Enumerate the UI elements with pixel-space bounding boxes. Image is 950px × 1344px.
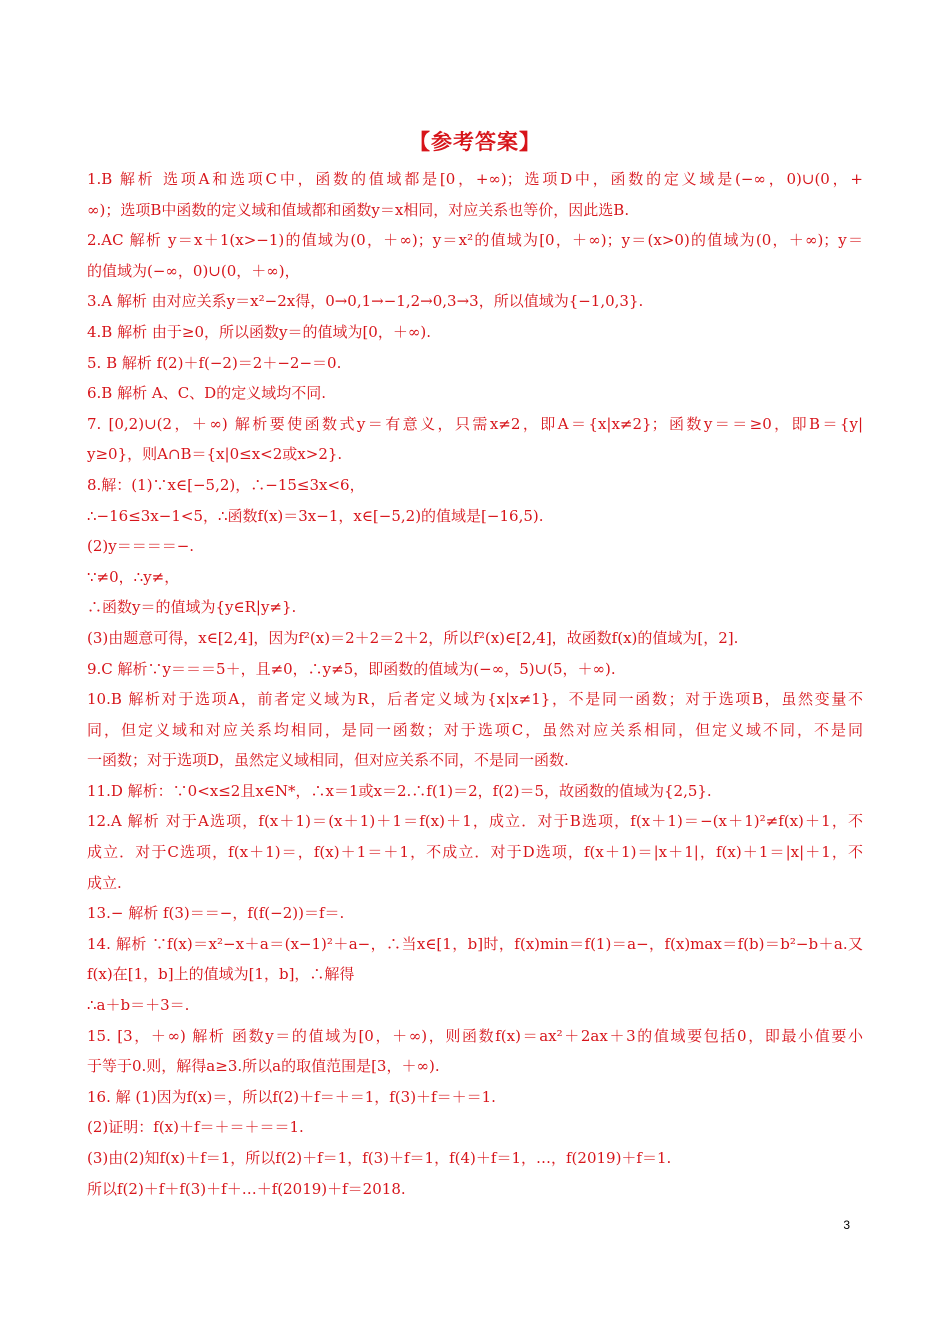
answer-line: 3.A 解析 由对应关系y＝x²−2x得，0→0,1→−1,2→0,3→3，所以值域为{−1,0,3}. [87, 292, 644, 311]
answer-line: 所以f(2)＋f＋f(3)＋f＋…＋f(2019)＋f＝2018. [87, 1179, 406, 1198]
answer-line: 8.解：(1)∵x∈[−5,2)，∴−15≤3x<6， [87, 475, 365, 494]
answer-line: ∞)；选项B中函数的定义域和值域都和函数y＝x相同，对应关系也等价，因此选B. [87, 200, 630, 219]
answer-line: 10.B 解析对于选项A，前者定义域为R，后者定义域为{x|x≠1}，不是同一函数；对于选项B，虽然变量不 [87, 690, 863, 709]
answer-line: 16. 解 (1)因为f(x)＝，所以f(2)＋f＝＋＝1，f(3)＋f＝＋＝1. [87, 1087, 496, 1106]
answer-line: (3)由题意可得，x∈[2,4]，因为f²(x)＝2＋2＝2＋2，所以f²(x)∈[2,4]，故函数f(x)的值域为[，2]. [87, 628, 739, 647]
answer-line: 的值域为(−∞，0)∪(0，＋∞)， [87, 261, 300, 280]
answer-line: (2)证明：f(x)＋f＝＋＝＋＝＝1. [87, 1118, 304, 1137]
answer-line: 9.C 解析∵y＝＝＝5＋，且≠0，∴y≠5，即函数的值域为(−∞，5)∪(5，＋∞). [87, 659, 616, 678]
answer-line: 成立. [87, 873, 122, 892]
answer-line: ∵≠0，∴y≠， [87, 567, 180, 586]
answer-line: ∴a＋b＝＋3＝. [87, 996, 190, 1015]
answer-content [87, 164, 863, 1204]
answer-line: 成立．对于C选项，f(x＋1)＝，f(x)＋1＝＋1，不成立．对于D选项，f(x＋1)＝|x＋1|，f(x)＋1＝|x|＋1，不 [87, 843, 863, 862]
answer-line: 同，但定义域和对应关系均相同，是同一函数；对于选项C，虽然对应关系相同，但定义域不同，不是同 [87, 720, 863, 739]
answer-line: 7. [0,2)∪(2，＋∞) 解析要使函数式y＝有意义，只需x≠2，即A＝{x|x≠2}；函数y＝＝≥0，即B＝{y| [87, 414, 863, 433]
answer-line: 12.A 解析 对于A选项，f(x＋1)＝(x＋1)＋1＝f(x)＋1，成立．对于B选项，f(x＋1)＝−(x＋1)²≠f(x)＋1，不 [87, 812, 863, 831]
page-number: 3 [843, 1218, 850, 1232]
answer-line: 15. [3，＋∞) 解析 函数y＝的值域为[0，＋∞)，则函数f(x)＝ax²＋2ax＋3的值域要包括0，即最小值要小 [87, 1026, 863, 1045]
answer-line: f(x)在[1，b]上的值域为[1，b]，∴解得 [87, 965, 355, 984]
answer-line: y≥0}，则A∩B＝{x|0≤x<2或x>2}. [87, 445, 343, 464]
answer-line: 1.B 解析 选项A和选项C中，函数的值域都是[0，+∞)；选项D中，函数的定义域是(−∞，0)∪(0，+ [87, 170, 863, 188]
answer-line: 13.− 解析 f(3)＝＝−，f(f(−2))＝f＝. [87, 904, 345, 923]
answer-line: 5. B 解析 f(2)＋f(−2)＝2＋−2−＝0. [87, 353, 342, 372]
answer-line: (3)由(2)知f(x)＋f＝1，所以f(2)＋f＝1，f(3)＋f＝1，f(4)＋f＝1，…，f(2019)＋f＝1. [87, 1149, 672, 1167]
answer-line: 2.AC 解析 y＝x＋1(x>−1)的值域为(0，＋∞)；y＝x²的值域为[0，＋∞)；y＝(x>0)的值域为(0，＋∞)；y＝ [87, 231, 863, 250]
answer-line: ∴函数y＝的值域为{y∈R|y≠}. [87, 598, 297, 617]
answer-line: 4.B 解析 由于≥0，所以函数y＝的值域为[0，＋∞). [87, 322, 431, 341]
answer-line: 14. 解析 ∵f(x)＝x²−x＋a＝(x−1)²＋a−，∴当x∈[1，b]时，f(x)min＝f(1)＝a−，f(x)max＝f(b)＝b²−b＋a.又 [87, 934, 863, 953]
answer-line: 于等于0.则，解得a≥3.所以a的取值范围是[3，＋∞). [87, 1057, 440, 1076]
answer-line: 11.D 解析：∵0<x≤2且x∈N*，∴x＝1或x＝2.∴f(1)＝2，f(2)＝5，故函数的值域为{2,5}. [87, 781, 712, 800]
answer-line: 一函数；对于选项D，虽然定义域相同，但对应关系不同，不是同一函数. [87, 751, 569, 770]
answer-line: (2)y＝＝＝＝−. [87, 537, 195, 556]
answer-title: 【参考答案】 [409, 130, 541, 154]
answer-line: ∴−16≤3x−1<5，∴函数f(x)＝3x−1，x∈[−5,2)的值域是[−16,5). [87, 506, 544, 525]
answer-line: 6.B 解析 A、C、D的定义域均不同. [87, 384, 326, 403]
